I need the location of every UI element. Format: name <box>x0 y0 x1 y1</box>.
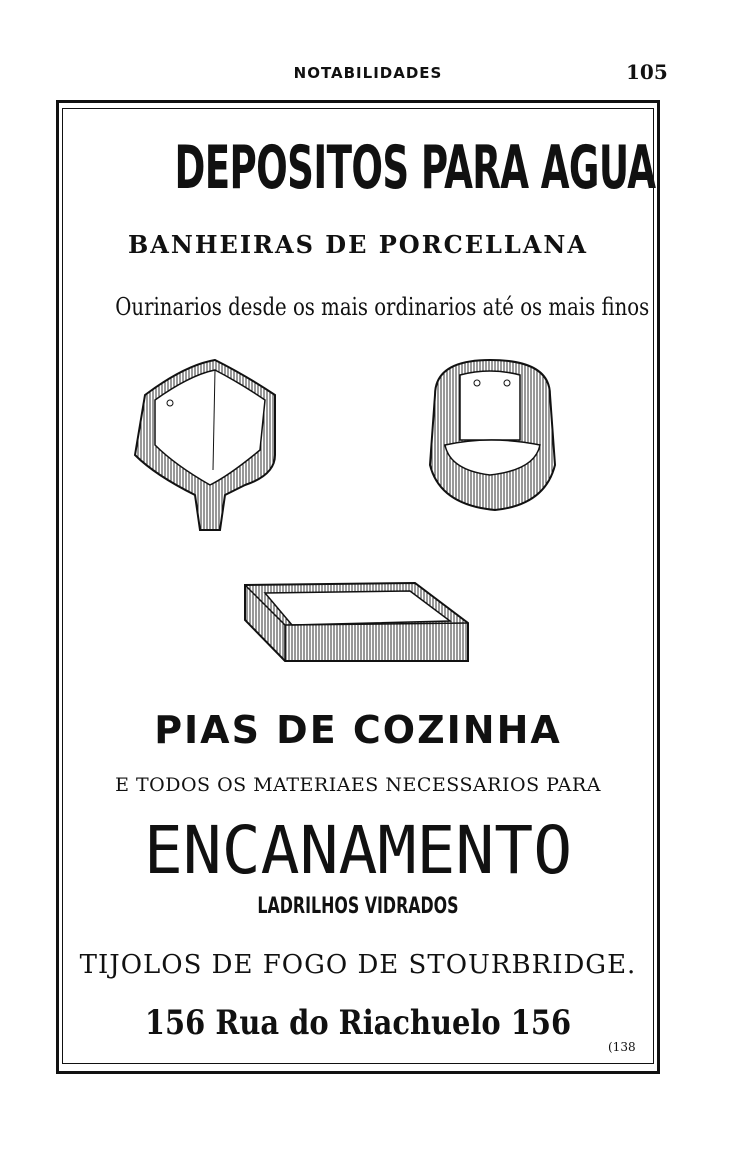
corner-washbasin-illustration <box>125 355 290 535</box>
address: 156 Rua do Riachuelo 156 <box>144 1003 572 1043</box>
materials-line: E TODOS OS MATERIAES NECESSARIOS PARA <box>115 774 601 796</box>
wall-washbasin-illustration <box>425 355 560 515</box>
tiles-line: LADRILHOS VIDRADOS <box>257 894 459 919</box>
ad-subtitle: BANHEIRAS DE PORCELLANA <box>128 230 588 259</box>
section-title: PIAS DE COZINHA <box>154 708 562 752</box>
bricks-line: TIJOLOS DE FOGO DE STOURBRIDGE. <box>79 950 637 980</box>
kitchen-sink-illustration <box>240 575 472 665</box>
ad-tagline: Ourinarios desde os mais ordinarios até os mais finos <box>115 293 650 321</box>
service-name: ENCANAMENTO <box>143 812 573 889</box>
page-number: 105 <box>626 60 668 84</box>
reference-number: (138 <box>608 1040 636 1054</box>
header-title: NOTABILIDADES <box>293 64 443 82</box>
ad-title: DEPOSITOS PARA AGUA <box>174 133 656 203</box>
